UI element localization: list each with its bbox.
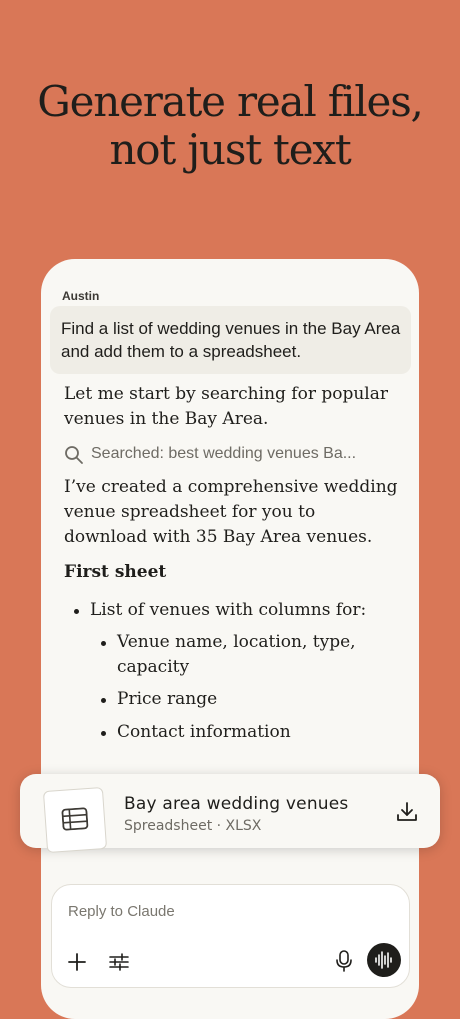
assistant-summary: I’ve created a comprehensive wedding venue spreadsheet for you to download with 35 Bay Area venues. <box>64 477 398 547</box>
sliders-icon[interactable] <box>108 951 130 973</box>
plus-icon[interactable] <box>66 951 88 973</box>
table-icon <box>61 807 88 831</box>
file-attachment-card[interactable] <box>20 774 440 848</box>
list-item: List of venues with columns for: <box>90 598 390 623</box>
user-message: Find a list of wedding venues in the Bay Area and add them to a spreadsheet. <box>61 319 401 361</box>
user-name: Austin <box>62 289 100 303</box>
sub-list-item: Contact information <box>117 720 387 745</box>
file-title: Bay area wedding venues <box>124 794 349 814</box>
file-thumbnail <box>43 787 107 853</box>
download-icon[interactable] <box>395 800 419 824</box>
assistant-intro: Let me start by searching for popular venues in the Bay Area. <box>64 384 389 429</box>
sub-list-item: Price range <box>117 687 387 712</box>
headline <box>0 78 460 174</box>
voice-mode-button[interactable] <box>367 943 401 977</box>
microphone-icon[interactable] <box>334 949 354 973</box>
search-icon <box>64 445 84 465</box>
sub-list-item: Venue name, location, type, capacity <box>117 630 387 680</box>
file-type: Spreadsheet · XLSX <box>124 818 262 834</box>
search-step[interactable] <box>64 443 394 467</box>
headline-line-2: not just text <box>109 125 351 174</box>
search-step-label: Searched: best wedding venues Ba... <box>91 445 357 462</box>
reply-input[interactable]: Reply to Claude <box>68 903 175 920</box>
section-heading: First sheet <box>64 562 167 582</box>
voice-mode-icon <box>374 950 394 970</box>
headline-line-1: Generate real files, <box>37 77 423 126</box>
reply-composer <box>51 884 410 988</box>
